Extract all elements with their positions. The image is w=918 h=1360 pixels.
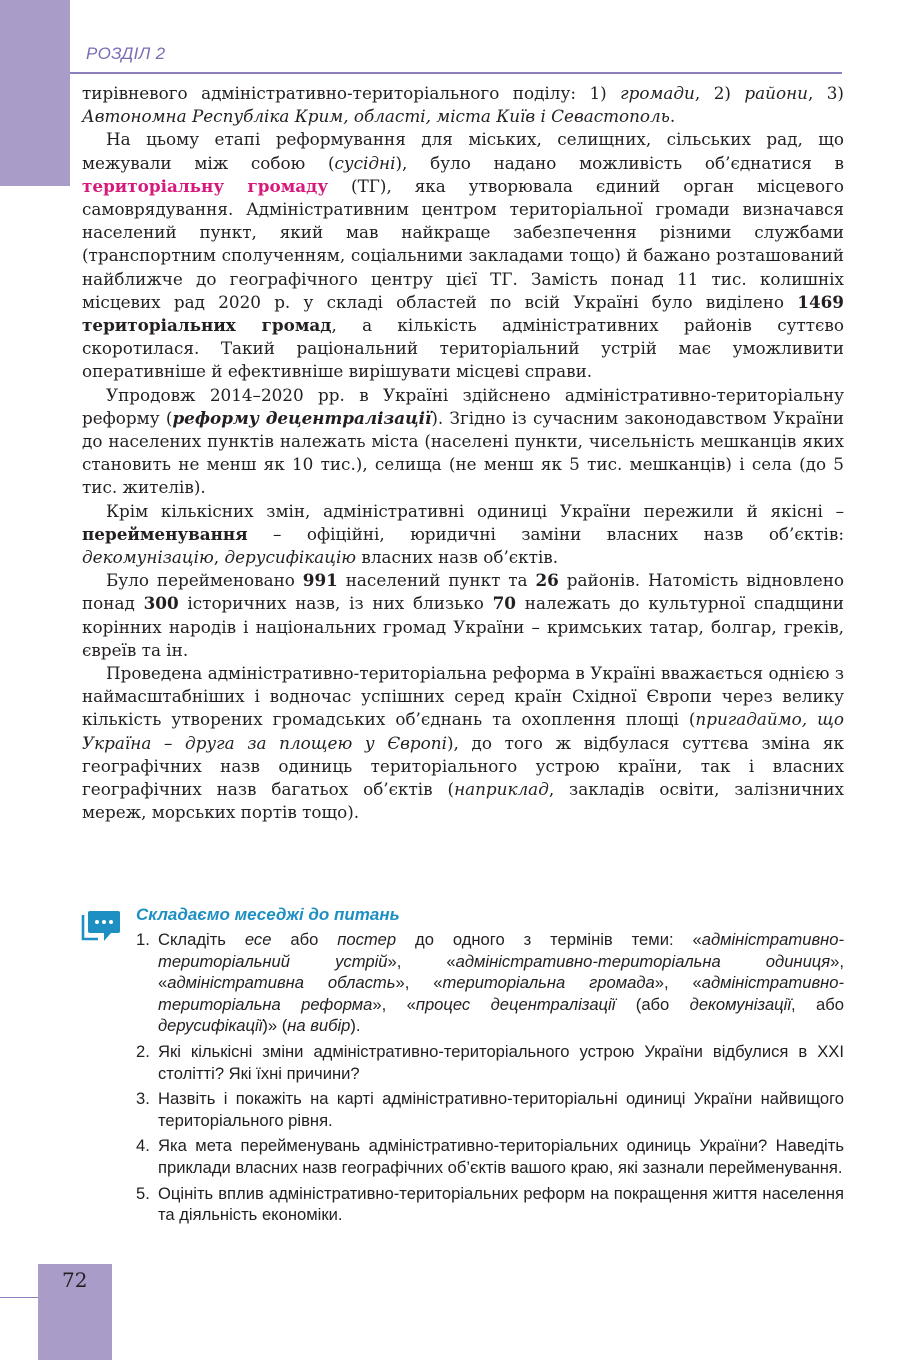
questions-title: Складаємо меседжі до питань	[136, 905, 400, 924]
text-run: Автономна Республіка Крим, області, міста Київ і Севастополь	[82, 106, 670, 127]
text-run: територіальна громада	[442, 973, 655, 993]
text-run: дерусифікацію	[224, 547, 357, 568]
text-run: пригадаймо, що Україна – друга за площею у Європі	[82, 709, 844, 753]
text-run: », «	[654, 973, 702, 993]
page-number: 72	[62, 1268, 88, 1292]
speech-bubble-icon	[80, 909, 122, 945]
question-item	[136, 1088, 844, 1131]
text-run: на вибір	[287, 1016, 351, 1036]
text-run: реформу децентралізації	[172, 407, 432, 428]
question-text	[158, 1042, 844, 1083]
question-item	[136, 929, 844, 1037]
text-run: належать до культурної спадщини корінних народів і національних громад України – кримських татар, болгар, греків, євреїв та ін.	[82, 593, 844, 660]
key-term: територіальну громаду	[82, 175, 329, 196]
side-tab	[0, 0, 70, 186]
text-run: перейменування	[82, 523, 248, 544]
text-run: 1469 територіальних громад	[82, 291, 844, 336]
text-run: тирівневого адміністративно-територіального поділу: 1)	[82, 83, 621, 103]
questions-list	[136, 929, 844, 1230]
text-run: ), до того ж відбулася суттєва зміна як географічних назв одиниць територіального устрою країни, так і власних географічних назв багатьох об’єктів (	[82, 732, 844, 800]
text-run: есе	[244, 930, 272, 949]
text-run: декомунізації	[689, 994, 792, 1014]
text-run: ). Згідно із сучасним законодавством України до населених пунктів належать міста (населені пункти, чисельність мешканців яких становить не менш як 10 тис.), селища (не менш як 5 тис. мешканців) і села (до 5 тис. жителів).	[82, 407, 844, 498]
text-run: », «	[158, 951, 844, 993]
text-run: або	[271, 930, 338, 949]
text-run: адміністративно-територіальна реформа	[158, 973, 844, 1014]
question-number: 2.	[136, 1041, 150, 1061]
text-run: до одного з термінів теми: «	[396, 930, 702, 949]
text-run: адміністративно-територіальна одиниця	[455, 951, 831, 971]
text-run: , або	[791, 994, 844, 1014]
paragraph-6	[82, 662, 844, 824]
text-run: адміністративна область	[167, 973, 396, 993]
text-run: історичних назв, із них близько	[178, 593, 493, 614]
text-run: адміністративно-територіальний устрій	[158, 930, 844, 971]
text-run: (ТГ), яка утворювала єдиний орган місцевого самоврядування. Адміністративним центром територіальної громади визначався населений пункт, який мав найкраще забезпечення різними службами (транспортним сполученням, соціальними закладами тощо) й бажано розташований найближче до географічного центру цієї ТГ. Замість понад 11 тис. колишніх місцевих рад 2020 р. у складі областей по всій Україні було виділено	[82, 175, 844, 312]
text-run: дерусифікації	[158, 1016, 263, 1036]
question-number: 4.	[136, 1136, 150, 1156]
question-item	[136, 1183, 844, 1226]
text-run: сусідні	[334, 152, 396, 173]
text-run: », «	[395, 973, 443, 993]
text-run: декомунізацію	[82, 547, 214, 568]
text-run: районів. Натомість відновлено понад	[82, 570, 844, 614]
question-number: 3.	[136, 1089, 150, 1109]
text-run: ), було надано можливість об’єднатися в	[395, 152, 844, 173]
question-text	[158, 1136, 844, 1177]
text-run: постер	[337, 930, 397, 949]
text-run: наприклад	[454, 779, 549, 800]
paragraph-4	[82, 500, 844, 570]
text-run: громади	[620, 83, 695, 103]
question-item	[136, 1041, 844, 1084]
main-text	[82, 82, 844, 825]
text-run: ).	[350, 1016, 361, 1036]
question-number: 1.	[136, 930, 150, 949]
paragraph-1	[82, 82, 844, 128]
text-run: )» (	[262, 1016, 288, 1036]
question-text	[158, 930, 844, 1035]
text-run: населений пункт та	[337, 570, 536, 591]
text-run: Крім кількісних змін, адміністративні одиниці України пережили й якісні –	[106, 500, 844, 521]
text-run: , 2)	[694, 83, 745, 103]
text-run: (або	[615, 994, 690, 1014]
section-label: РОЗДІЛ 2	[86, 44, 166, 63]
text-run: , 3)	[807, 83, 844, 103]
text-run: Оцініть вплив адміністративно-територіальних реформ на покращення життя населення та діяльність економіки.	[158, 1183, 844, 1225]
text-run: , а кількість адміністративних районів суттєво скоротилася. Такий раціональний територіальний устрій має уможливити оперативніше й ефективніше вирішувати місцеві справи.	[82, 315, 844, 382]
text-run: Складіть	[158, 930, 245, 949]
text-run: 26	[535, 570, 559, 591]
text-run: Упродовж 2014–2020 рр. в Україні здійснено адміністративно-територіальну реформу (	[82, 384, 844, 428]
text-run: 991	[302, 570, 338, 591]
text-run: Які кількісні зміни адміністративно-територіального устрою України відбулися в ХХІ столітті? Які їхні причини?	[158, 1041, 844, 1083]
text-run: На цьому етапі реформування для міських, селищних, сільських рад, що межували між собою (	[82, 129, 844, 173]
text-run: Проведена адміністративно-територіальна реформа в Україні вважається однією з наймасштабніших і водночас успішних серед країн Східної Європи через велику кількість утворених громадських об’єднань та охоплення площі (	[82, 663, 844, 730]
paragraph-3	[82, 384, 844, 500]
text-run: ,	[213, 547, 225, 568]
question-text	[158, 1184, 844, 1225]
text-run: .	[669, 106, 676, 127]
text-run: Яка мета перейменувань адміністративно-територіальних одиниць України? Наведіть приклади власних назв географічних об’єктів вашого краю, які зазнали перейменування.	[158, 1136, 844, 1177]
text-run: – офіційні, юридичні заміни власних назв об’єктів:	[247, 523, 844, 544]
text-run: 70	[492, 593, 516, 614]
text-run: , закладів освіти, залізничних мереж, морських портів тощо).	[82, 779, 844, 823]
text-run: Було перейменовано	[106, 570, 303, 591]
text-run: процес децентралізації	[415, 994, 616, 1014]
question-item	[136, 1135, 844, 1178]
header-rule	[70, 72, 842, 74]
question-number: 5.	[136, 1183, 150, 1203]
text-run: », «	[372, 994, 416, 1014]
text-run: 300	[143, 593, 179, 614]
text-run: власних назв об’єктів.	[356, 547, 559, 568]
text-run: райони	[744, 83, 808, 103]
question-text	[158, 1089, 844, 1130]
text-run: », «	[387, 951, 456, 971]
paragraph-5	[82, 569, 844, 662]
text-run: Назвіть і покажіть на карті адміністративно-територіальні одиниці України найвищого територіального рівня.	[158, 1089, 844, 1130]
paragraph-2	[82, 128, 844, 383]
